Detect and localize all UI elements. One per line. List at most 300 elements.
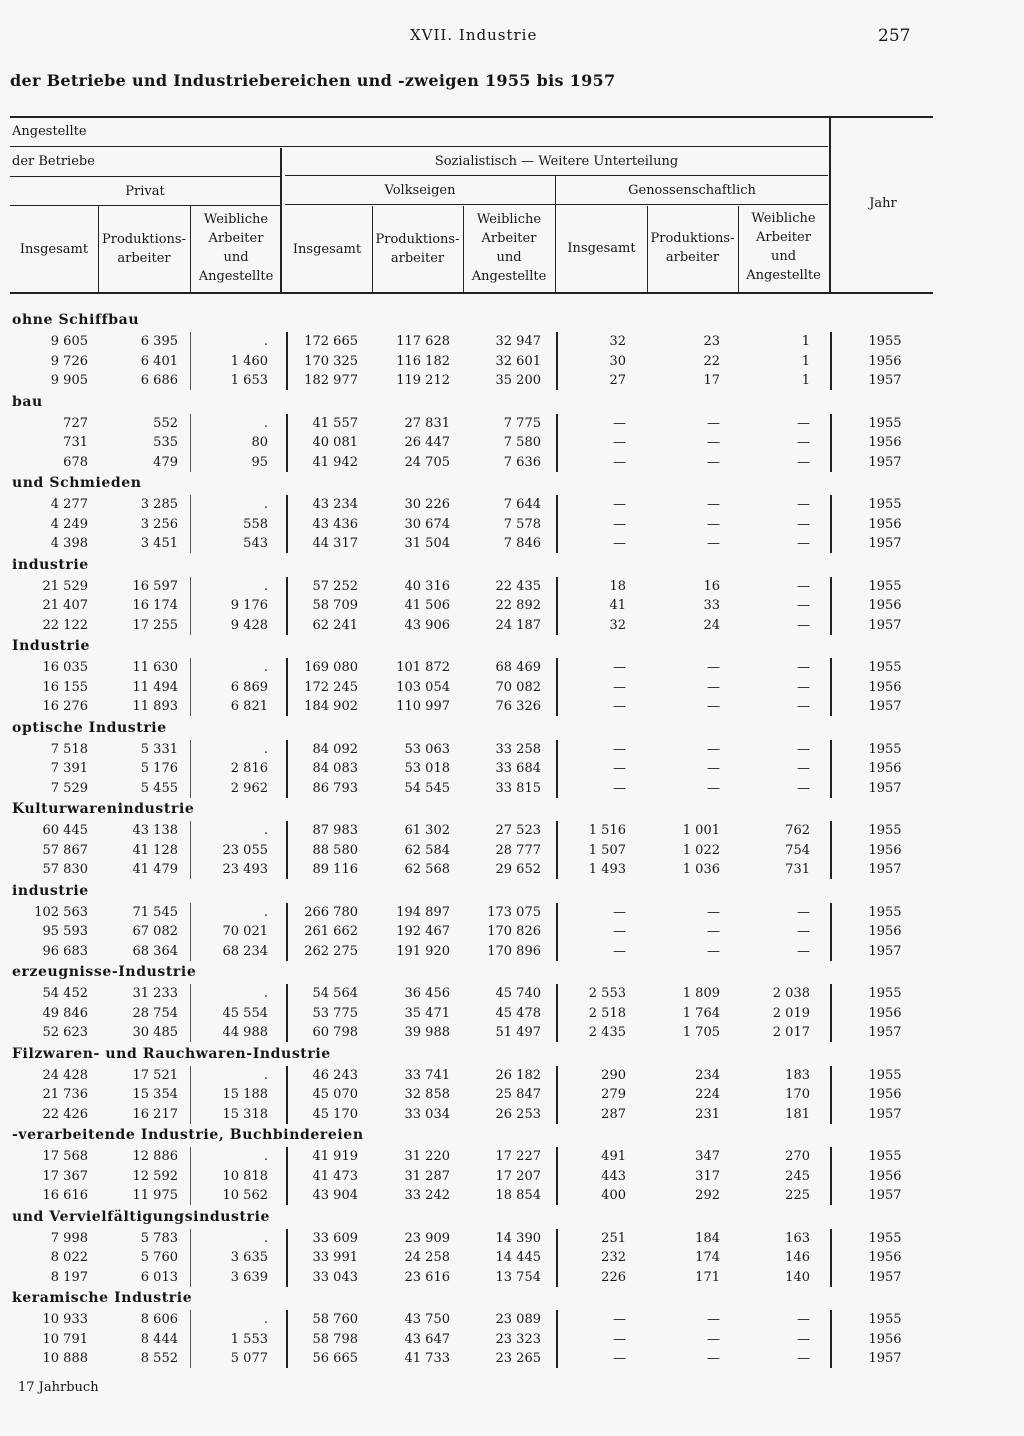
header-label: Arbeiter: [481, 231, 537, 246]
value-cell: 30 485: [132, 1025, 178, 1040]
value-cell: 140: [785, 1269, 810, 1285]
table-row: [0, 1349, 1024, 1369]
value-cell: 5 176: [140, 761, 178, 776]
table-section: [0, 1127, 1024, 1209]
header-label: Angestellte: [746, 268, 821, 283]
year-cell: 1956: [868, 516, 902, 532]
col-header-insgesamt: [556, 239, 647, 258]
value-cell: 23 265: [495, 1351, 541, 1366]
value-cell: 110 997: [396, 699, 450, 714]
value-cell: 224: [695, 1087, 720, 1102]
value-cell: 347: [695, 1149, 720, 1164]
value-cell: 23 493: [222, 862, 268, 877]
value-cell: 32 858: [404, 1087, 450, 1102]
value-cell: 40 081: [312, 435, 358, 450]
value-cell: 51 497: [495, 1025, 541, 1040]
value-cell: 33 684: [495, 761, 541, 776]
value-cell: 7 580: [503, 435, 541, 450]
year-cell: 1955: [868, 1312, 902, 1327]
value-cell: 58 709: [312, 598, 358, 613]
table-row: [0, 1248, 1024, 1268]
value-cell: 26 182: [495, 1067, 541, 1083]
value-cell: 68 469: [495, 660, 541, 675]
value-cell: 23 616: [404, 1269, 450, 1285]
value-cell: 8 197: [50, 1269, 88, 1285]
value-cell: 35 200: [495, 373, 541, 388]
value-cell: 8 444: [140, 1331, 178, 1347]
value-cell: 49 846: [42, 1005, 88, 1021]
value-cell: 30 226: [404, 497, 450, 512]
value-cell: —: [797, 1312, 810, 1327]
section-title: Filzwaren- und Rauchwaren-Industrie: [12, 1045, 331, 1062]
value-cell: 7 846: [503, 536, 541, 551]
col-header-produktionsarbeiter: [372, 230, 463, 268]
value-cell: 7 998: [50, 1230, 88, 1246]
value-cell: 11 630: [132, 660, 178, 675]
value-cell: 10 562: [222, 1188, 268, 1203]
value-cell: —: [613, 679, 626, 695]
value-cell: 7 518: [50, 741, 88, 757]
value-cell: 22 435: [495, 578, 541, 594]
value-cell: 279: [601, 1087, 626, 1102]
value-cell: 2 435: [588, 1025, 626, 1040]
header-label: und: [223, 250, 249, 265]
header-volkseigen: Volkseigen: [384, 183, 456, 198]
value-cell: 6 821: [230, 699, 268, 714]
table-body: [0, 312, 1024, 1372]
value-cell: 53 018: [404, 761, 450, 776]
header-label: Insgesamt: [567, 241, 636, 256]
year-cell: 1956: [868, 1087, 902, 1102]
year-cell: 1955: [868, 904, 902, 920]
table-section: [0, 883, 1024, 965]
value-cell: —: [707, 497, 720, 512]
value-cell: 58 798: [312, 1331, 358, 1347]
header-label: Produktions-: [101, 232, 186, 247]
value-cell: 18 854: [495, 1188, 541, 1203]
year-cell: 1955: [868, 1230, 902, 1246]
value-cell: —: [797, 1351, 810, 1366]
value-cell: .: [263, 334, 268, 349]
value-cell: —: [613, 516, 626, 532]
value-cell: 68 364: [132, 943, 178, 959]
value-cell: 9 176: [230, 598, 268, 613]
value-cell: 9 605: [50, 334, 88, 349]
value-cell: 3 639: [230, 1269, 268, 1285]
table-row: [0, 433, 1024, 453]
value-cell: .: [263, 578, 268, 594]
table-row: [0, 1085, 1024, 1105]
value-cell: —: [707, 415, 720, 431]
value-cell: 11 975: [132, 1188, 178, 1203]
value-cell: 41 557: [312, 415, 358, 431]
value-cell: 11 893: [132, 699, 178, 714]
header-label: Produktions-: [375, 232, 460, 247]
header-label: arbeiter: [665, 250, 720, 265]
table-row: [0, 1066, 1024, 1086]
value-cell: —: [707, 516, 720, 532]
value-cell: 76 326: [495, 699, 541, 714]
value-cell: 54 564: [312, 986, 358, 1001]
value-cell: 9 905: [50, 373, 88, 388]
value-cell: 1 653: [230, 373, 268, 388]
table-row: [0, 1310, 1024, 1330]
year-cell: 1957: [868, 536, 902, 551]
value-cell: 41 506: [404, 598, 450, 613]
value-cell: 62 568: [404, 862, 450, 877]
section-title: und Vervielfältigungsindustrie: [12, 1208, 270, 1225]
year-cell: 1957: [868, 780, 902, 796]
value-cell: 1 036: [682, 862, 720, 877]
col-header-insgesamt: [282, 240, 372, 259]
value-cell: 43 750: [404, 1312, 450, 1327]
table-row: [0, 697, 1024, 717]
section-title: industrie: [12, 556, 89, 573]
header-label: arbeiter: [117, 251, 171, 266]
value-cell: 43 436: [312, 516, 358, 532]
value-cell: 731: [785, 862, 810, 877]
value-cell: 80: [251, 435, 268, 450]
value-cell: 5 331: [140, 741, 178, 757]
value-cell: 54 545: [404, 780, 450, 796]
year-cell: 1956: [868, 761, 902, 776]
value-cell: 9 726: [50, 353, 88, 369]
value-cell: 22: [703, 353, 720, 369]
value-cell: —: [797, 454, 810, 470]
value-cell: 16 155: [42, 679, 88, 695]
section-title: bau: [12, 393, 43, 410]
value-cell: 3 256: [140, 516, 178, 532]
table-row: [0, 495, 1024, 515]
year-cell: 1955: [868, 823, 902, 838]
table-row: [0, 903, 1024, 923]
year-cell: 1955: [868, 578, 902, 594]
value-cell: 21 407: [42, 598, 88, 613]
value-cell: 28 777: [495, 842, 541, 858]
value-cell: 84 083: [312, 761, 358, 776]
value-cell: 558: [243, 516, 268, 532]
value-cell: —: [707, 1312, 720, 1327]
table-section: [0, 394, 1024, 476]
value-cell: 2 038: [772, 986, 810, 1001]
table-row: [0, 453, 1024, 473]
year-cell: 1956: [868, 353, 902, 369]
value-cell: —: [613, 1312, 626, 1327]
table-header: [0, 0, 1024, 300]
value-cell: 10 933: [42, 1312, 88, 1327]
value-cell: 23: [703, 334, 720, 349]
value-cell: —: [613, 699, 626, 714]
value-cell: 41 942: [312, 454, 358, 470]
value-cell: —: [797, 660, 810, 675]
value-cell: 27 831: [404, 415, 450, 431]
table-section: [0, 638, 1024, 720]
table-row: [0, 515, 1024, 535]
value-cell: 24 428: [42, 1067, 88, 1083]
value-cell: 251: [601, 1230, 626, 1246]
value-cell: 1 460: [230, 353, 268, 369]
value-cell: 6 013: [140, 1269, 178, 1285]
year-cell: 1956: [868, 842, 902, 858]
value-cell: 170 325: [304, 353, 358, 369]
year-cell: 1955: [868, 415, 902, 431]
table-row: [0, 759, 1024, 779]
value-cell: 7 644: [503, 497, 541, 512]
value-cell: —: [613, 497, 626, 512]
value-cell: 43 647: [404, 1331, 450, 1347]
section-title: keramische Industrie: [12, 1290, 193, 1306]
year-cell: 1957: [868, 1188, 902, 1203]
year-cell: 1957: [868, 1025, 902, 1040]
value-cell: 1 764: [682, 1005, 720, 1021]
value-cell: 16 174: [132, 598, 178, 613]
page-footer: 17 Jahrbuch: [18, 1380, 99, 1395]
value-cell: .: [263, 415, 268, 431]
value-cell: —: [707, 536, 720, 551]
value-cell: 44 317: [312, 536, 358, 551]
value-cell: 33: [703, 598, 720, 613]
section-title: Kulturwarenindustrie: [12, 801, 195, 817]
value-cell: 36 456: [404, 986, 450, 1001]
value-cell: 57 867: [42, 842, 88, 858]
value-cell: 23 055: [222, 842, 268, 858]
value-cell: 1 553: [230, 1331, 268, 1347]
value-cell: 762: [785, 823, 810, 838]
value-cell: 1: [801, 353, 810, 369]
value-cell: 17 367: [42, 1168, 88, 1184]
header-jahr: Jahr: [869, 196, 897, 211]
year-cell: 1956: [868, 1331, 902, 1347]
value-cell: 95 593: [42, 924, 88, 939]
value-cell: .: [263, 497, 268, 512]
value-cell: 754: [785, 842, 810, 858]
value-cell: —: [613, 904, 626, 920]
rule: [10, 205, 280, 206]
value-cell: .: [263, 660, 268, 675]
section-title: und Schmieden: [12, 475, 142, 491]
value-cell: 17 521: [132, 1067, 178, 1083]
value-cell: 43 906: [404, 617, 450, 633]
value-cell: 479: [153, 454, 178, 470]
value-cell: 41 128: [132, 842, 178, 858]
year-cell: 1955: [868, 741, 902, 757]
value-cell: 1 001: [682, 823, 720, 838]
value-cell: 181: [785, 1106, 810, 1122]
section-title: ohne Schiffbau: [12, 312, 140, 328]
value-cell: 24: [703, 617, 720, 633]
value-cell: 184: [695, 1230, 720, 1246]
value-cell: 33 741: [404, 1067, 450, 1083]
value-cell: 7 578: [503, 516, 541, 532]
table-row: [0, 1105, 1024, 1125]
value-cell: 231: [695, 1106, 720, 1122]
value-cell: —: [707, 435, 720, 450]
value-cell: 32 947: [495, 334, 541, 349]
header-label: Weibliche: [476, 212, 542, 227]
value-cell: 15 354: [132, 1087, 178, 1102]
value-cell: 43 904: [312, 1188, 358, 1203]
value-cell: .: [263, 1149, 268, 1164]
value-cell: 33 991: [312, 1250, 358, 1265]
value-cell: 23 909: [404, 1230, 450, 1246]
col-header-produktionsarbeiter: [647, 229, 738, 267]
table-row: [0, 821, 1024, 841]
value-cell: 33 034: [404, 1106, 450, 1122]
col-header-insgesamt: [10, 240, 98, 259]
year-cell: 1955: [868, 334, 902, 349]
header-label: Insgesamt: [292, 242, 362, 257]
value-cell: 4 249: [50, 516, 88, 532]
col-header-weibliche: [738, 209, 829, 285]
value-cell: —: [613, 741, 626, 757]
value-cell: 31 220: [404, 1149, 450, 1164]
value-cell: —: [797, 924, 810, 939]
value-cell: —: [707, 904, 720, 920]
year-cell: 1957: [868, 1269, 902, 1285]
year-cell: 1957: [868, 943, 902, 959]
value-cell: 5 760: [140, 1250, 178, 1265]
year-cell: 1957: [868, 454, 902, 470]
value-cell: 22 426: [42, 1106, 88, 1122]
value-cell: 10 791: [42, 1331, 88, 1347]
value-cell: 245: [785, 1168, 810, 1184]
value-cell: 41 919: [312, 1149, 358, 1164]
value-cell: 1 022: [682, 842, 720, 858]
value-cell: 270: [785, 1149, 810, 1164]
value-cell: —: [707, 1331, 720, 1347]
value-cell: —: [797, 780, 810, 796]
value-cell: 552: [153, 415, 178, 431]
value-cell: 1 493: [588, 862, 626, 877]
rule: [10, 116, 933, 118]
value-cell: 2 816: [230, 761, 268, 776]
value-cell: 183: [785, 1067, 810, 1083]
value-cell: .: [263, 986, 268, 1001]
value-cell: 60 445: [42, 823, 88, 838]
value-cell: 1 516: [588, 823, 626, 838]
value-cell: —: [797, 415, 810, 431]
value-cell: 102 563: [34, 904, 88, 920]
value-cell: .: [263, 1230, 268, 1246]
value-cell: 4 277: [50, 497, 88, 512]
value-cell: 27: [609, 373, 626, 388]
value-cell: —: [707, 1351, 720, 1366]
table-row: [0, 1147, 1024, 1167]
value-cell: 89 116: [312, 862, 358, 877]
value-cell: 24 258: [404, 1250, 450, 1265]
value-cell: 8 022: [50, 1250, 88, 1265]
value-cell: 3 285: [140, 497, 178, 512]
value-cell: —: [613, 761, 626, 776]
value-cell: —: [707, 924, 720, 939]
value-cell: 2 518: [588, 1005, 626, 1021]
value-cell: 32: [609, 617, 626, 633]
value-cell: 290: [601, 1067, 626, 1083]
value-cell: 400: [601, 1188, 626, 1203]
value-cell: —: [707, 741, 720, 757]
value-cell: 117 628: [396, 334, 450, 349]
value-cell: —: [707, 780, 720, 796]
header-label: Angestellte: [471, 269, 547, 284]
year-cell: 1956: [868, 1250, 902, 1265]
table-section: [0, 312, 1024, 394]
year-cell: 1956: [868, 598, 902, 613]
table-section: [0, 1046, 1024, 1128]
value-cell: 30: [609, 353, 626, 369]
value-cell: 12 592: [132, 1168, 178, 1184]
value-cell: 33 258: [495, 741, 541, 757]
table-row: [0, 352, 1024, 372]
header-angestellte: Angestellte: [12, 124, 87, 139]
table-row: [0, 1330, 1024, 1350]
value-cell: 21 529: [42, 578, 88, 594]
header-label: Arbeiter: [208, 231, 264, 246]
value-cell: .: [263, 904, 268, 920]
value-cell: 39 988: [404, 1025, 450, 1040]
value-cell: 40 316: [404, 578, 450, 594]
value-cell: 119 212: [396, 373, 450, 388]
value-cell: 53 063: [404, 741, 450, 757]
table-row: [0, 1268, 1024, 1288]
value-cell: 12 886: [132, 1149, 178, 1164]
year-cell: 1956: [868, 924, 902, 939]
value-cell: 22 892: [495, 598, 541, 613]
year-cell: 1955: [868, 497, 902, 512]
value-cell: 116 182: [396, 353, 450, 369]
rule: [10, 146, 828, 147]
value-cell: 170: [785, 1087, 810, 1102]
value-cell: 61 302: [404, 823, 450, 838]
value-cell: 491: [601, 1149, 626, 1164]
value-cell: 95: [251, 454, 268, 470]
table-section: [0, 801, 1024, 883]
value-cell: 15 318: [222, 1106, 268, 1122]
header-label: und: [496, 250, 522, 265]
value-cell: 6 401: [140, 353, 178, 369]
value-cell: —: [797, 679, 810, 695]
value-cell: —: [797, 435, 810, 450]
value-cell: 57 252: [312, 578, 358, 594]
value-cell: 53 775: [312, 1005, 358, 1021]
value-cell: 41 473: [312, 1168, 358, 1184]
value-cell: 225: [785, 1188, 810, 1203]
value-cell: 535: [153, 435, 178, 450]
value-cell: 16 276: [42, 699, 88, 714]
year-cell: 1957: [868, 862, 902, 877]
value-cell: 173 075: [487, 904, 541, 920]
value-cell: 146: [785, 1250, 810, 1265]
section-title: industrie: [12, 882, 89, 899]
table-row: [0, 678, 1024, 698]
value-cell: 2 962: [230, 780, 268, 796]
value-cell: 5 783: [140, 1230, 178, 1246]
value-cell: 32: [609, 334, 626, 349]
value-cell: 13 754: [495, 1269, 541, 1285]
value-cell: 163: [785, 1230, 810, 1246]
value-cell: 86 793: [312, 780, 358, 796]
value-cell: 62 584: [404, 842, 450, 858]
value-cell: —: [707, 660, 720, 675]
value-cell: 23 323: [495, 1331, 541, 1347]
value-cell: 62 241: [312, 617, 358, 633]
value-cell: —: [613, 943, 626, 959]
value-cell: —: [613, 924, 626, 939]
header-label: Angestellte: [198, 269, 274, 284]
value-cell: 45 070: [312, 1087, 358, 1102]
table-row: [0, 1004, 1024, 1024]
value-cell: 192 467: [396, 924, 450, 939]
value-cell: 30 674: [404, 516, 450, 532]
